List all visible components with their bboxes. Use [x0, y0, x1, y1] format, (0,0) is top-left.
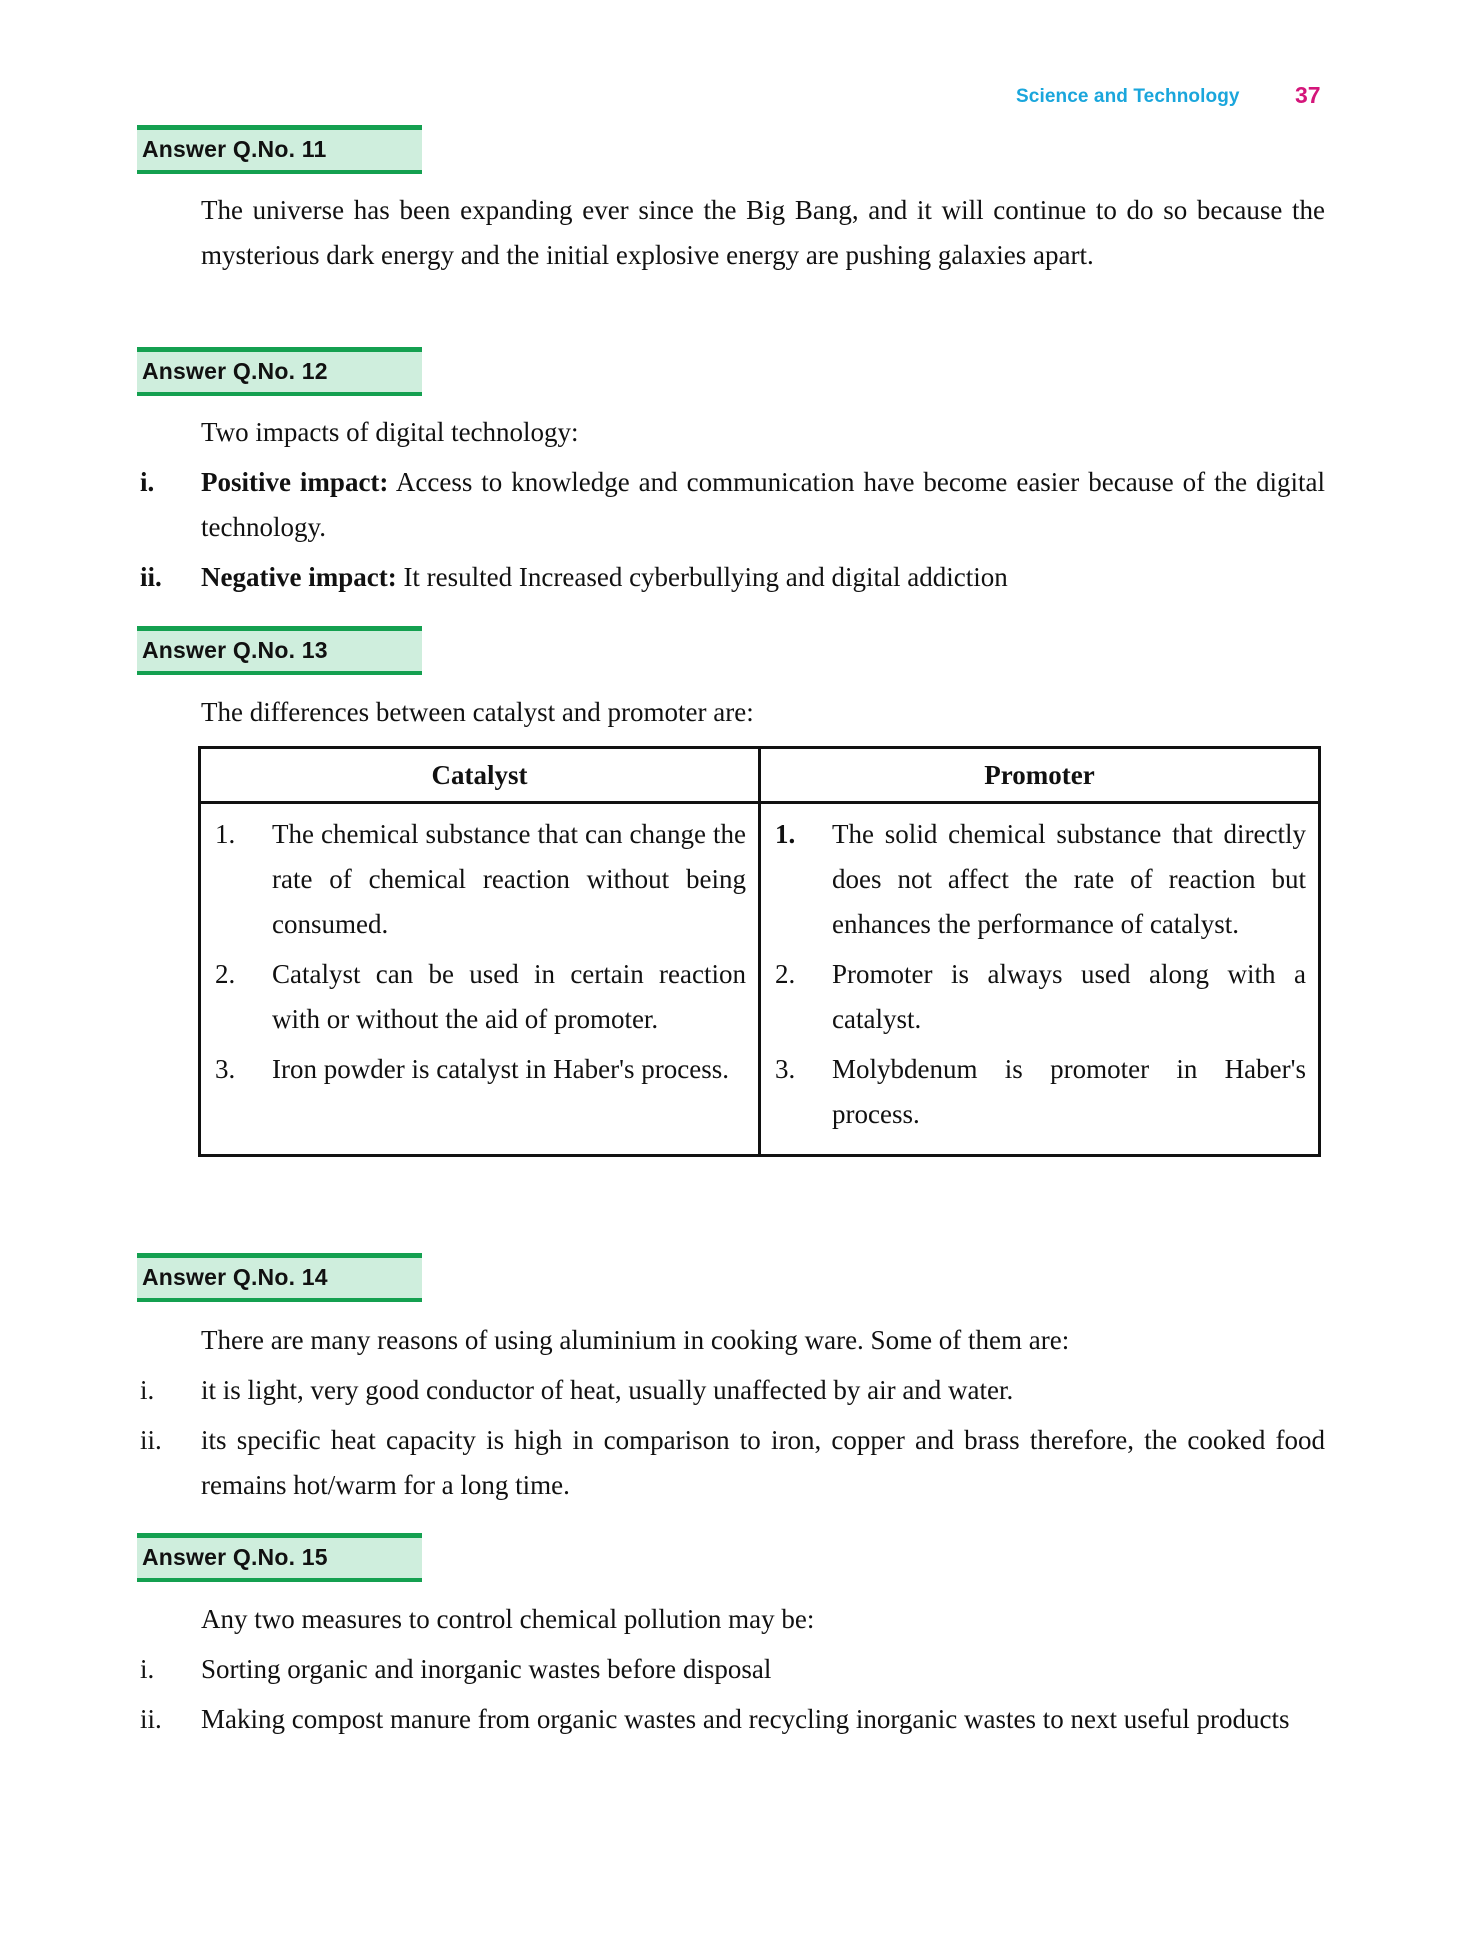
- promoter-point: 2. Promoter is always used along with a catalyst.: [775, 959, 1306, 1034]
- list-item: [140, 1647, 1325, 1692]
- answer-11-paragraph: The universe has been expanding ever since the Big Bang, and it will continue to do so because the mysterious dark energy and the initial explosive energy are pushing galaxies apart.: [201, 195, 1325, 270]
- list-text: Making compost manure from organic wastes and recycling inorganic wastes to next useful products: [201, 1704, 1290, 1734]
- answer-heading-14: [137, 1253, 422, 1302]
- running-head: [1010, 82, 1325, 112]
- catalyst-point: 2. Catalyst can be used in certain reaction with or without the aid of promoter.: [215, 959, 746, 1034]
- impact-text: Access to knowledge and communication have become easier because of the digital technology.: [201, 467, 1325, 542]
- impact-text: It resulted Increased cyberbullying and digital addiction: [396, 562, 1008, 592]
- answer-13-intro: The differences between catalyst and promoter are:: [201, 697, 754, 727]
- list-marker: i.: [140, 1375, 155, 1405]
- answer-heading-label: Answer Q.No. 13: [142, 637, 328, 663]
- table-header-catalyst: Catalyst: [200, 748, 760, 803]
- answer-12-intro: Two impacts of digital technology:: [201, 417, 579, 447]
- promoter-point: 1. The solid chemical substance that directly does not affect the rate of reaction but enhances the performance of catalyst.: [775, 819, 1306, 939]
- answer-heading-label: Answer Q.No. 14: [142, 1264, 328, 1290]
- answer-heading-label: Answer Q.No. 12: [142, 358, 328, 384]
- page-number: 37: [1295, 82, 1321, 108]
- list-item: [140, 555, 1325, 600]
- catalyst-point: 3. Iron powder is catalyst in Haber's process.: [215, 1054, 729, 1084]
- impact-label: Positive impact:: [201, 467, 389, 497]
- answer-heading-label: Answer Q.No. 15: [142, 1544, 328, 1570]
- list-text: it is light, very good conductor of heat, usually unaffected by air and water.: [201, 1375, 1014, 1405]
- chapter-title: Science and Technology: [1016, 86, 1240, 107]
- answer-heading-label: Answer Q.No. 11: [142, 136, 327, 162]
- list-marker: ii.: [140, 1704, 162, 1734]
- impact-label: Negative impact:: [201, 562, 397, 592]
- catalyst-cell: [200, 803, 760, 1156]
- promoter-point: 3. Molybdenum is promoter in Haber's process.: [775, 1054, 1306, 1129]
- answer-15-intro: Any two measures to control chemical pollution may be:: [201, 1604, 815, 1634]
- list-marker: ii.: [140, 562, 162, 592]
- catalyst-point: 1. The chemical substance that can change the rate of chemical reaction without being consumed.: [215, 819, 746, 939]
- answer-heading-13: [137, 626, 422, 675]
- answer-heading-12: [137, 347, 422, 396]
- list-item: [140, 460, 1325, 550]
- comparison-table: [198, 746, 1321, 1157]
- list-item: [140, 1418, 1325, 1508]
- list-text: Sorting organic and inorganic wastes before disposal: [201, 1654, 772, 1684]
- answer-heading-11: [137, 125, 422, 174]
- table-header-promoter: Promoter: [760, 748, 1320, 803]
- list-text: its specific heat capacity is high in comparison to iron, copper and brass therefore, the cooked food remains hot/warm for a long time.: [201, 1425, 1325, 1500]
- answer-heading-15: [137, 1533, 422, 1582]
- answer-14-intro: There are many reasons of using aluminium in cooking ware. Some of them are:: [201, 1325, 1070, 1355]
- promoter-cell: [760, 803, 1320, 1156]
- list-marker: ii.: [140, 1425, 162, 1455]
- list-marker: i.: [140, 1654, 155, 1684]
- list-item: [140, 1368, 1325, 1413]
- list-marker: i.: [140, 467, 155, 497]
- list-item: [140, 1697, 1325, 1742]
